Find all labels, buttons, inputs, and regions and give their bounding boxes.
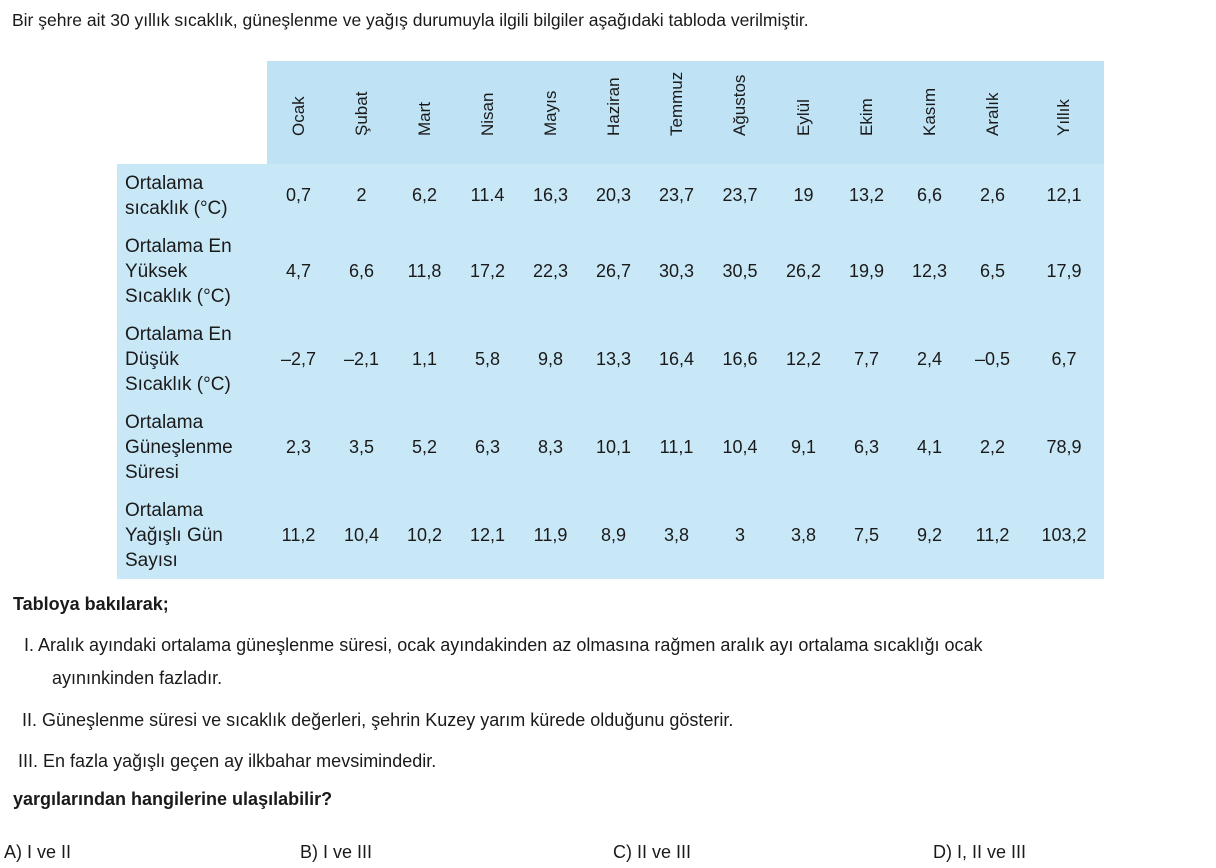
statement-3	[18, 745, 436, 778]
table-cell: 4,1	[898, 403, 961, 491]
table-cell: 16,4	[645, 315, 708, 403]
statement-2	[22, 704, 733, 737]
table-cell: 17,9	[1024, 227, 1104, 315]
row-label-line: Sıcaklık (°C)	[125, 373, 231, 395]
month-header-row	[117, 61, 1104, 164]
table-cell: 6,6	[330, 227, 393, 315]
statement-number: II.	[22, 710, 38, 730]
month-header: Eylül	[772, 61, 835, 164]
row-label-line: Yüksek	[125, 260, 188, 282]
statement-text-cont: ayınınkinden fazladır.	[52, 668, 223, 688]
table-cell: 6,6	[898, 164, 961, 227]
table-cell: 78,9	[1024, 403, 1104, 491]
table-cell: 11,9	[519, 491, 582, 579]
month-header: Ağustos	[708, 61, 772, 164]
table-cell: 2	[330, 164, 393, 227]
statement-text: Güneşlenme süresi ve sıcaklık değerleri, şehrin Kuzey yarım kürede olduğunu gösterir.	[42, 710, 734, 730]
table-cell: 11.4	[456, 164, 519, 227]
month-header: Şubat	[330, 61, 393, 164]
table-cell: 5,2	[393, 403, 456, 491]
table-cell: 20,3	[582, 164, 645, 227]
table-cell: 4,7	[267, 227, 330, 315]
table-cell: 12,2	[772, 315, 835, 403]
row-label	[117, 491, 267, 579]
table-cell: 103,2	[1024, 491, 1104, 579]
table-cell: 7,7	[835, 315, 898, 403]
table-cell: 23,7	[708, 164, 772, 227]
table-cell: 9,2	[898, 491, 961, 579]
intro-text: Bir şehre ait 30 yıllık sıcaklık, güneşlenme ve yağış durumuyla ilgili bilgiler aşağıdaki tabloda verilmiştir.	[12, 10, 809, 30]
table-cell: –0,5	[961, 315, 1024, 403]
month-header: Yıllık	[1024, 61, 1104, 164]
row-label-line: Ortalama En	[125, 235, 232, 257]
table-cell: 10,4	[708, 403, 772, 491]
row-label-line: Ortalama	[125, 172, 204, 194]
month-header: Ocak	[267, 61, 330, 164]
table-cell: 6,3	[456, 403, 519, 491]
table-cell: 3,5	[330, 403, 393, 491]
row-label-line: Sayısı	[125, 549, 178, 571]
table-cell: 6,3	[835, 403, 898, 491]
table-cell: 6,5	[961, 227, 1024, 315]
table-cell: 1,1	[393, 315, 456, 403]
table-cell: 16,3	[519, 164, 582, 227]
row-label-line: Ortalama	[125, 499, 204, 521]
table-cell: 3,8	[772, 491, 835, 579]
table-cell: 0,7	[267, 164, 330, 227]
option-b[interactable]: B) I ve III	[300, 842, 373, 862]
month-header: Aralık	[961, 61, 1024, 164]
table-corner	[117, 61, 267, 164]
month-header: Temmuz	[645, 61, 708, 164]
table-cell: 3	[708, 491, 772, 579]
table-cell: 8,9	[582, 491, 645, 579]
table-cell: 11,2	[267, 491, 330, 579]
table-cell: 2,4	[898, 315, 961, 403]
table-cell: 17,2	[456, 227, 519, 315]
statement-text: Aralık ayındaki ortalama güneşlenme süresi, ocak ayındakinden az olmasına rağmen aralık ayı ortalama sıcaklığı ocak	[38, 635, 983, 655]
table-row	[117, 164, 1104, 227]
month-header: Ekim	[835, 61, 898, 164]
row-label	[117, 315, 267, 403]
table-cell: 19,9	[835, 227, 898, 315]
table-cell: 6,7	[1024, 315, 1104, 403]
option-a[interactable]: A) I ve II	[4, 842, 72, 862]
table-cell: 22,3	[519, 227, 582, 315]
row-label-line: Ortalama	[125, 411, 204, 433]
row-label	[117, 403, 267, 491]
month-header: Mayıs	[519, 61, 582, 164]
row-label-line: Ortalama En	[125, 323, 232, 345]
month-header: Kasım	[898, 61, 961, 164]
row-label-line: Düşük	[125, 348, 179, 370]
row-label-line: Güneşlenme	[125, 436, 233, 458]
option-d[interactable]: D) I, II ve III	[933, 842, 1027, 862]
table-cell: 12,1	[456, 491, 519, 579]
table-cell: 23,7	[645, 164, 708, 227]
row-label-line: Sıcaklık (°C)	[125, 285, 231, 307]
table-cell: 2,3	[267, 403, 330, 491]
table-cell: 2,2	[961, 403, 1024, 491]
table-cell: 12,3	[898, 227, 961, 315]
question-lead: Tabloya bakılarak;	[13, 594, 169, 614]
table-cell: 7,5	[835, 491, 898, 579]
question-ask: yargılarından hangilerine ulaşılabilir?	[13, 789, 333, 809]
table-row	[117, 227, 1104, 315]
table-cell: 11,8	[393, 227, 456, 315]
statement-number: III.	[18, 751, 39, 771]
table-cell: 13,2	[835, 164, 898, 227]
table-cell: 11,1	[645, 403, 708, 491]
table-cell: 3,8	[645, 491, 708, 579]
statement-text: En fazla yağışlı geçen ay ilkbahar mevsimindedir.	[43, 751, 437, 771]
statement-number: I.	[24, 635, 35, 655]
table-cell: 10,4	[330, 491, 393, 579]
month-header: Mart	[393, 61, 456, 164]
month-header: Nisan	[456, 61, 519, 164]
table-cell: 6,2	[393, 164, 456, 227]
table-cell: –2,7	[267, 315, 330, 403]
month-header: Haziran	[582, 61, 645, 164]
table-row	[117, 403, 1104, 491]
option-c[interactable]: C) II ve III	[613, 842, 692, 862]
row-label-line: Yağışlı Gün	[125, 524, 223, 546]
table-cell: 30,5	[708, 227, 772, 315]
table-cell: 10,1	[582, 403, 645, 491]
table-cell: 30,3	[645, 227, 708, 315]
climate-table	[117, 61, 1104, 579]
row-label	[117, 227, 267, 315]
table-cell: 26,7	[582, 227, 645, 315]
table-cell: 11,2	[961, 491, 1024, 579]
row-label-line: sıcaklık (°C)	[125, 197, 228, 219]
table-cell: 9,8	[519, 315, 582, 403]
row-label	[117, 164, 267, 227]
table-cell: 13,3	[582, 315, 645, 403]
table-cell: 10,2	[393, 491, 456, 579]
table-cell: 26,2	[772, 227, 835, 315]
table-row	[117, 315, 1104, 403]
table-cell: 9,1	[772, 403, 835, 491]
table-cell: 2,6	[961, 164, 1024, 227]
table-cell: 12,1	[1024, 164, 1104, 227]
table-row	[117, 491, 1104, 579]
statement-1	[24, 629, 983, 695]
table-cell: 5,8	[456, 315, 519, 403]
table-cell: 8,3	[519, 403, 582, 491]
row-label-line: Süresi	[125, 461, 179, 483]
table-cell: 16,6	[708, 315, 772, 403]
table-cell: 19	[772, 164, 835, 227]
table-cell: –2,1	[330, 315, 393, 403]
